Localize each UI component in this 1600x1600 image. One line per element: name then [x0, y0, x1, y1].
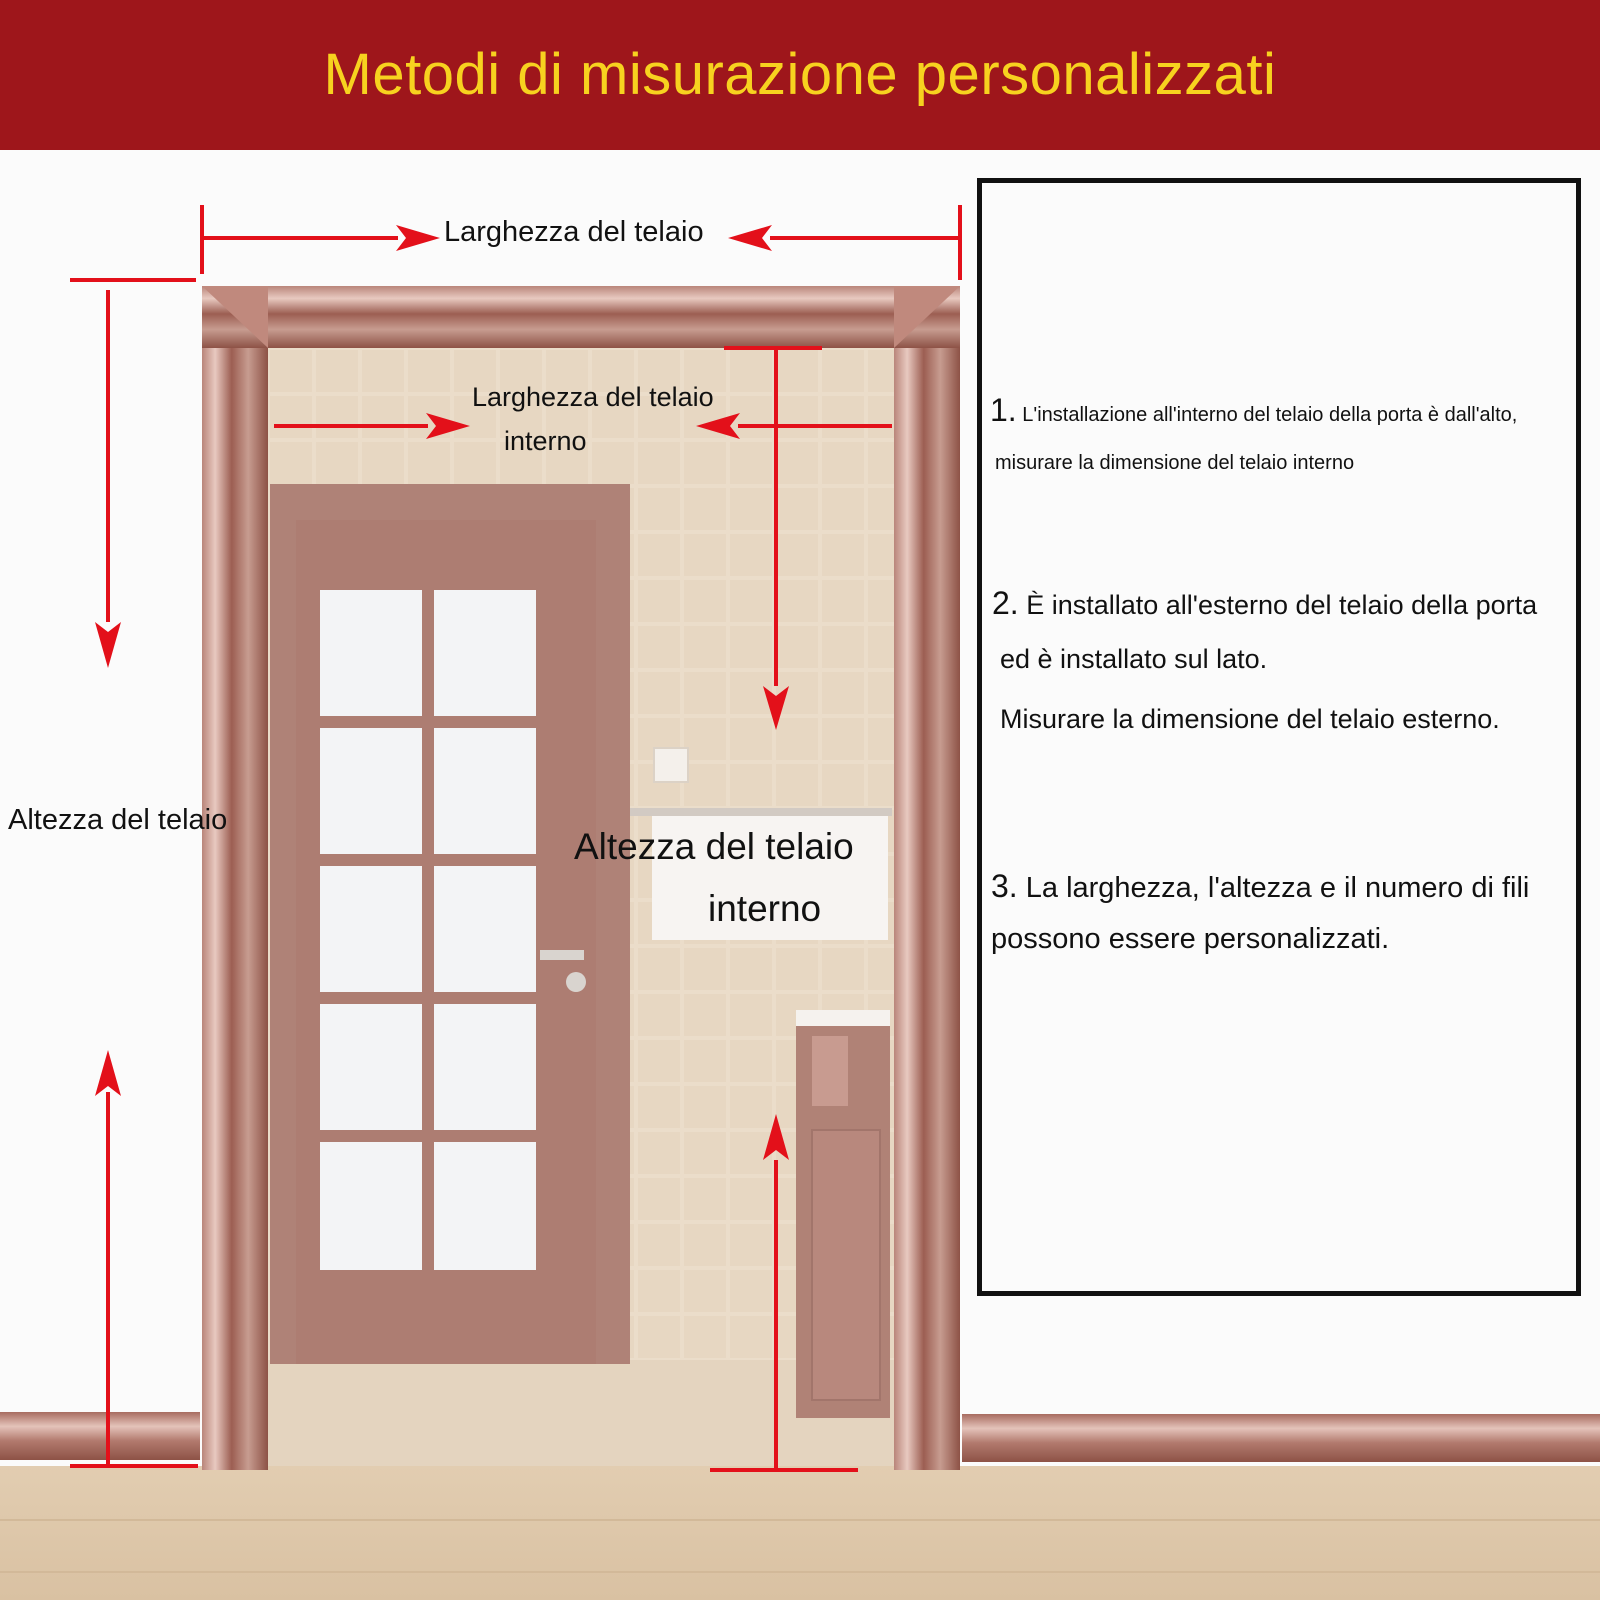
- outer-width-label: Larghezza del telaio: [444, 216, 704, 248]
- baseboard-left: [0, 1412, 200, 1460]
- page-title: Metodi di misurazione personalizzati: [323, 41, 1277, 107]
- inner-width-label-line2: interno: [504, 426, 587, 456]
- instruction-2-number: 2.: [992, 585, 1019, 621]
- inner-height-label-line2: interno: [708, 888, 822, 929]
- instruction-2-line1: 2. È installato all'esterno del telaio della porta: [992, 585, 1538, 621]
- instruction-2-line2: ed è installato sul lato.: [1000, 644, 1268, 674]
- instruction-3-number: 3.: [991, 868, 1018, 904]
- floor: [0, 1466, 1600, 1600]
- inner-width-label-line1: Larghezza del telaio: [472, 382, 714, 412]
- frame-header: [202, 286, 960, 348]
- title-banner: [0, 0, 1600, 150]
- frame-left-jamb: [202, 286, 268, 1470]
- frame-right-jamb: [894, 286, 960, 1470]
- instruction-3-line1: 3. La larghezza, l'altezza e il numero di fili: [991, 868, 1530, 904]
- instruction-3-line2: possono essere personalizzati.: [991, 923, 1390, 955]
- instruction-1-line2: misurare la dimensione del telaio interno: [995, 452, 1355, 474]
- instruction-1-line1: 1. L'installazione all'interno del telaio della porta è dall'alto,: [990, 392, 1518, 428]
- instruction-2-line3: Misurare la dimensione del telaio esterno.: [1000, 704, 1500, 734]
- instruction-1-number: 1.: [990, 392, 1017, 428]
- inner-height-label-line1: Altezza del telaio: [574, 826, 854, 867]
- outer-height-label: Altezza del telaio: [8, 804, 228, 836]
- baseboard-right: [962, 1414, 1600, 1462]
- instructions-box: [977, 178, 1581, 1296]
